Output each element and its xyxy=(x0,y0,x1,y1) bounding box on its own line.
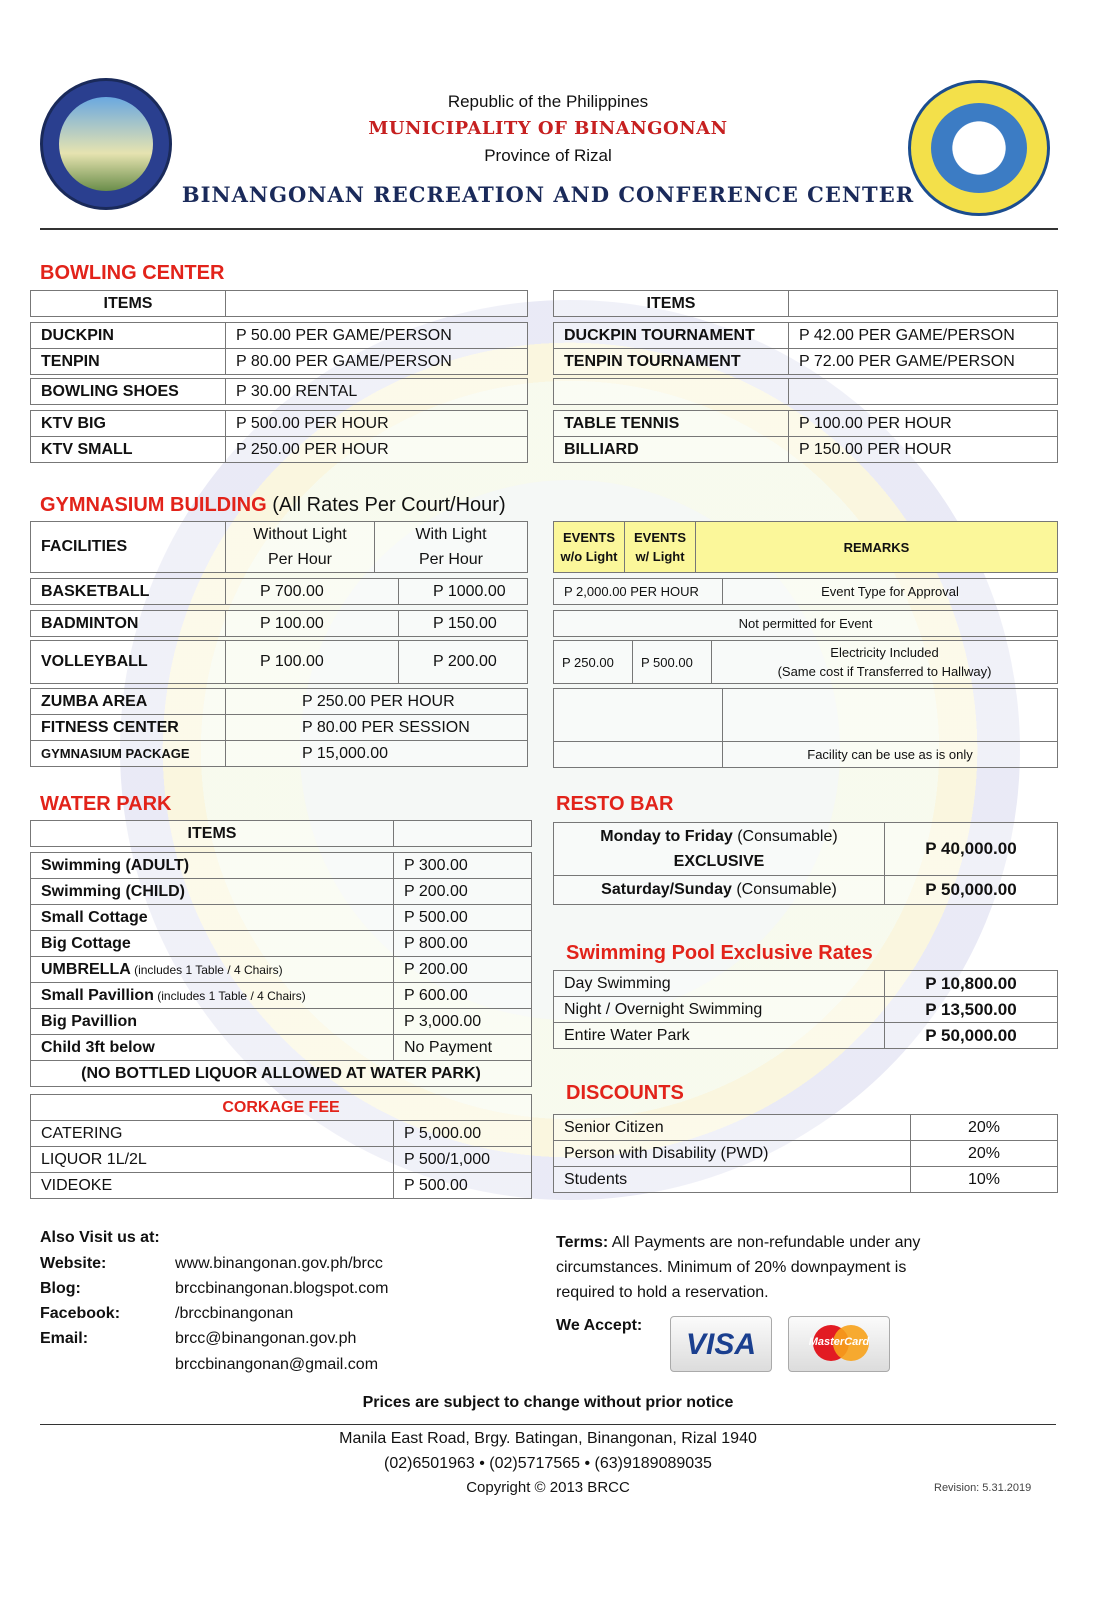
copyright: Copyright © 2013 BRCC xyxy=(466,1479,630,1496)
bowling-table-left xyxy=(30,290,528,317)
table-row: KTV SMALL P 250.00 PER HOUR xyxy=(31,437,528,463)
bowling-table-left-rows xyxy=(30,322,528,375)
email-label: Email: xyxy=(40,1330,89,1347)
republic-label: Republic of the Philippines xyxy=(447,92,649,111)
blog-link[interactable]: brccbinangonan.blogspot.com xyxy=(175,1280,389,1297)
table-row: Big Cottage P 800.00 xyxy=(31,931,532,957)
municipality-title: MUNICIPALITY OF BINANGONAN xyxy=(368,118,728,139)
center-title: BINANGONAN RECREATION AND CONFERENCE CENTER xyxy=(181,182,915,207)
table-row: UMBRELLA (includes 1 Table / 4 Chairs) P 200.00 xyxy=(31,957,532,983)
table-row: Swimming (CHILD) P 200.00 xyxy=(31,879,532,905)
footer-divider xyxy=(40,1424,1056,1425)
badminton-events-row: Not permitted for Event xyxy=(553,610,1058,637)
volleyball-row: VOLLEYBALL P 100.00 P 200.00 xyxy=(30,640,528,684)
items-header: ITEMS xyxy=(31,291,226,317)
table-row: KTV BIG P 500.00 PER HOUR xyxy=(31,411,528,437)
badminton-row: BADMINTON P 100.00 P 150.00 xyxy=(30,610,528,637)
bowling-title: BOWLING CENTER xyxy=(40,262,225,284)
facebook-label: Facebook: xyxy=(40,1305,121,1322)
table-row: Day Swimming P 10,800.00 xyxy=(554,971,1058,997)
we-accept-label: We Accept: xyxy=(556,1317,643,1334)
table-row: BILLIARD P 150.00 PER HOUR xyxy=(554,437,1058,463)
table-row: BOWLING SHOES P 30.00 RENTAL xyxy=(31,379,528,405)
table-row: TABLE TENNIS P 100.00 PER HOUR xyxy=(554,411,1058,437)
table-row: CATERING P 5,000.00 xyxy=(31,1121,532,1147)
resto-title: RESTO BAR xyxy=(556,793,674,815)
pool-title: Swimming Pool Exclusive Rates xyxy=(566,942,873,964)
pool-table xyxy=(553,970,1058,1049)
table-row xyxy=(554,379,1058,405)
basketball-events-row: P 2,000.00 PER HOUR Event Type for Approval xyxy=(553,578,1058,605)
waterpark-table xyxy=(30,820,532,847)
facilities-header: FACILITIES xyxy=(31,522,226,573)
discounts-title: DISCOUNTS xyxy=(566,1082,684,1104)
website-link[interactable]: www.binangonan.gov.ph/brcc xyxy=(175,1255,383,1272)
email-link-1[interactable]: brcc@binangonan.gov.ph xyxy=(175,1330,357,1347)
revision-label: Revision: 5.31.2019 xyxy=(934,1482,1032,1494)
bowling-table-right xyxy=(553,290,1058,317)
table-row: TENPIN TOURNAMENT P 72.00 PER GAME/PERSON xyxy=(554,349,1058,375)
table-row: Students 10% xyxy=(554,1167,1058,1193)
terms-text: Terms: All Payments are non-refundable under any circumstances. Minimum of 20% downpayment is required to hold a reservation. xyxy=(556,1234,921,1301)
items-header: ITEMS xyxy=(554,291,789,317)
website-label: Website: xyxy=(40,1255,107,1272)
table-row: Entire Water Park P 50,000.00 xyxy=(554,1023,1058,1049)
email-link-2[interactable]: brccbinangonan@gmail.com xyxy=(175,1356,379,1373)
table-row: Small Pavillion (includes 1 Table / 4 Chairs) P 600.00 xyxy=(31,983,532,1009)
gym-header-left: FACILITIES Without Light With Light Per Hour Per Hour xyxy=(30,521,528,573)
mastercard-icon: MasterCard xyxy=(788,1316,890,1372)
corkage-title: CORKAGE FEE xyxy=(31,1095,532,1121)
liquor-notice: (NO BOTTLED LIQUOR ALLOWED AT WATER PARK) xyxy=(31,1061,532,1087)
address: Manila East Road, Brgy. Batingan, Binangonan, Rizal 1940 xyxy=(339,1430,757,1447)
visa-card-icon: VISA xyxy=(670,1316,772,1372)
blog-label: Blog: xyxy=(40,1280,81,1297)
price-change-notice: Prices are subject to change without prior notice xyxy=(362,1394,734,1411)
corkage-table xyxy=(30,1094,532,1199)
basketball-row: BASKETBALL P 700.00 P 1000.00 xyxy=(30,578,528,605)
bowling-tennis-billiard-rows xyxy=(553,410,1058,463)
table-row: TENPIN P 80.00 PER GAME/PERSON xyxy=(31,349,528,375)
table-row: DUCKPIN P 50.00 PER GAME/PERSON xyxy=(31,323,528,349)
waterpark-title: WATER PARK xyxy=(40,793,172,815)
package-remarks-rows: Facility can be use as is only xyxy=(553,688,1058,768)
bowling-ktv-rows xyxy=(30,410,528,463)
table-row: Swimming (ADULT) P 300.00 xyxy=(31,853,532,879)
facebook-link[interactable]: /brccbinangonan xyxy=(175,1305,294,1322)
remarks-header: REMARKS xyxy=(696,522,1058,573)
table-row: Child 3ft below No Payment xyxy=(31,1035,532,1061)
province-label: Province of Rizal xyxy=(484,146,612,165)
table-row: DUCKPIN TOURNAMENT P 42.00 PER GAME/PERSON xyxy=(554,323,1058,349)
phone-numbers: (02)6501963 • (02)5717565 • (63)9189089035 xyxy=(384,1455,712,1472)
table-row: Senior Citizen 20% xyxy=(554,1115,1058,1141)
also-visit-label: Also Visit us at: xyxy=(40,1229,160,1246)
zumba-fitness-package-rows: ZUMBA AREA P 250.00 PER HOUR FITNESS CENTER P 80.00 PER SESSION GYMNASIUM PACKAGE P 15,000.00 xyxy=(30,688,528,767)
items-header: ITEMS xyxy=(31,821,394,847)
resto-table: Monday to Friday (Consumable) EXCLUSIVE P 40,000.00 Saturday/Sunday (Consumable) P 50,000.00 xyxy=(553,822,1058,905)
table-row: VIDEOKE P 500.00 xyxy=(31,1173,532,1199)
waterpark-rows xyxy=(30,852,532,1087)
table-row: Night / Overnight Swimming P 13,500.00 xyxy=(554,997,1058,1023)
table-row: Person with Disability (PWD) 20% xyxy=(554,1141,1058,1167)
discounts-table xyxy=(553,1114,1058,1193)
bowling-shoes-row xyxy=(30,378,528,405)
table-row: Big Pavillion P 3,000.00 xyxy=(31,1009,532,1035)
table-row: LIQUOR 1L/2L P 500/1,000 xyxy=(31,1147,532,1173)
gym-header-right: EVENTS w/o Light EVENTS w/ Light REMARKS xyxy=(553,521,1058,573)
volleyball-events-row: P 250.00 P 500.00 Electricity Included (Same cost if Transferred to Hallway) xyxy=(553,640,1058,684)
gym-title: GYMNASIUM BUILDING (All Rates Per Court/Hour) xyxy=(40,494,506,516)
header-divider xyxy=(40,228,1058,230)
bowling-empty-row xyxy=(553,378,1058,405)
table-row: Small Cottage P 500.00 xyxy=(31,905,532,931)
bowling-tournament-rows xyxy=(553,322,1058,375)
